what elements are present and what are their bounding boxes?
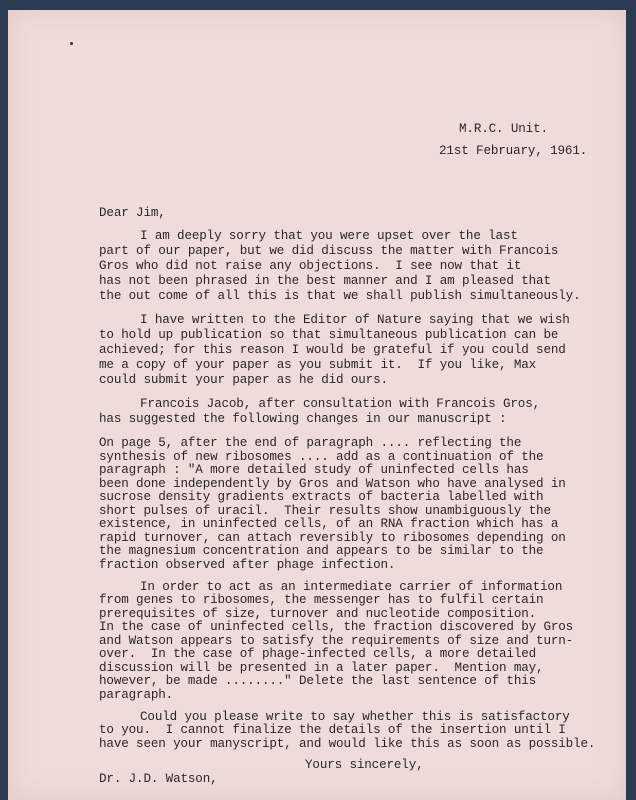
body-line: could submit your paper as he did ours.: [99, 373, 388, 387]
letter-body: [8, 10, 626, 800]
body-line: discussion will be presented in a later paper. Mention may,: [99, 661, 544, 675]
body-line: In the case of uninfected cells, the fraction discovered by Gros: [99, 620, 574, 634]
body-line: Could you please write to say whether this is satisfactory: [140, 710, 570, 724]
letter-date: 21st February, 1961.: [439, 144, 588, 158]
body-line: from genes to ribosomes, the messenger has to fulfil certain: [99, 593, 544, 607]
body-line: to you. I cannot finalize the details of the insertion until I: [99, 723, 566, 737]
body-line: part of our paper, but we did discuss the matter with Francois: [99, 244, 559, 258]
body-line: rapid turnover, can attach reversibly to ribosomes depending on: [99, 531, 566, 545]
paper-speck: [70, 42, 73, 45]
body-line: the out come of all this is that we shall publish simultaneously.: [99, 289, 581, 303]
body-line: me a copy of your paper as you submit it. If you like, Max: [99, 358, 537, 372]
salutation: Dear Jim,: [99, 206, 166, 220]
body-line: has not been phrased in the best manner and I am pleased that: [99, 274, 551, 288]
body-line: the magnesium concentration and appears to be similar to the: [99, 544, 544, 558]
body-line: Francois Jacob, after consultation with Francois Gros,: [140, 397, 541, 411]
body-line: sucrose density gradients extracts of bacteria labelled with: [99, 490, 544, 504]
body-line: paragraph.: [99, 688, 174, 702]
body-line: I have written to the Editor of Nature saying that we wish: [140, 313, 570, 327]
body-line: short pulses of uracil. Their results show unambiguously the: [99, 504, 551, 518]
body-line: to hold up publication so that simultaneous publication can be: [99, 328, 559, 342]
recipient: Dr. J.D. Watson,: [99, 772, 218, 786]
body-line: and Watson appears to satisfy the requirements of size and turn-: [99, 634, 574, 648]
body-line: however, be made ........" Delete the last sentence of this: [99, 674, 537, 688]
body-line: On page 5, after the end of paragraph .... reflecting the: [99, 436, 522, 450]
body-line: has suggested the following changes in our manuscript :: [99, 412, 507, 426]
letterhead-unit: M.R.C. Unit.: [459, 122, 548, 136]
body-line: I am deeply sorry that you were upset over the last: [140, 229, 518, 243]
body-line: been done independently by Gros and Watson who have analysed in: [99, 477, 566, 491]
letter-page: [8, 10, 626, 800]
body-line: prerequisites of size, turnover and nucleotide composition.: [99, 607, 537, 621]
closing: Yours sincerely,: [305, 758, 424, 772]
body-line: over. In the case of phage-infected cells, a more detailed: [99, 647, 537, 661]
body-line: In order to act as an intermediate carrier of information: [140, 580, 563, 594]
body-line: Gros who did not raise any objections. I see now that it: [99, 259, 522, 273]
body-line: achieved; for this reason I would be grateful if you could send: [99, 343, 566, 357]
body-line: existence, in uninfected cells, of an RNA fraction which has a: [99, 517, 559, 531]
body-line: paragraph : "A more detailed study of uninfected cells has: [99, 463, 529, 477]
body-line: synthesis of new ribosomes .... add as a continuation of the: [99, 450, 544, 464]
body-line: have seen your manyscript, and would like this as soon as possible.: [99, 737, 596, 751]
body-line: fraction observed after phage infection.: [99, 558, 396, 572]
